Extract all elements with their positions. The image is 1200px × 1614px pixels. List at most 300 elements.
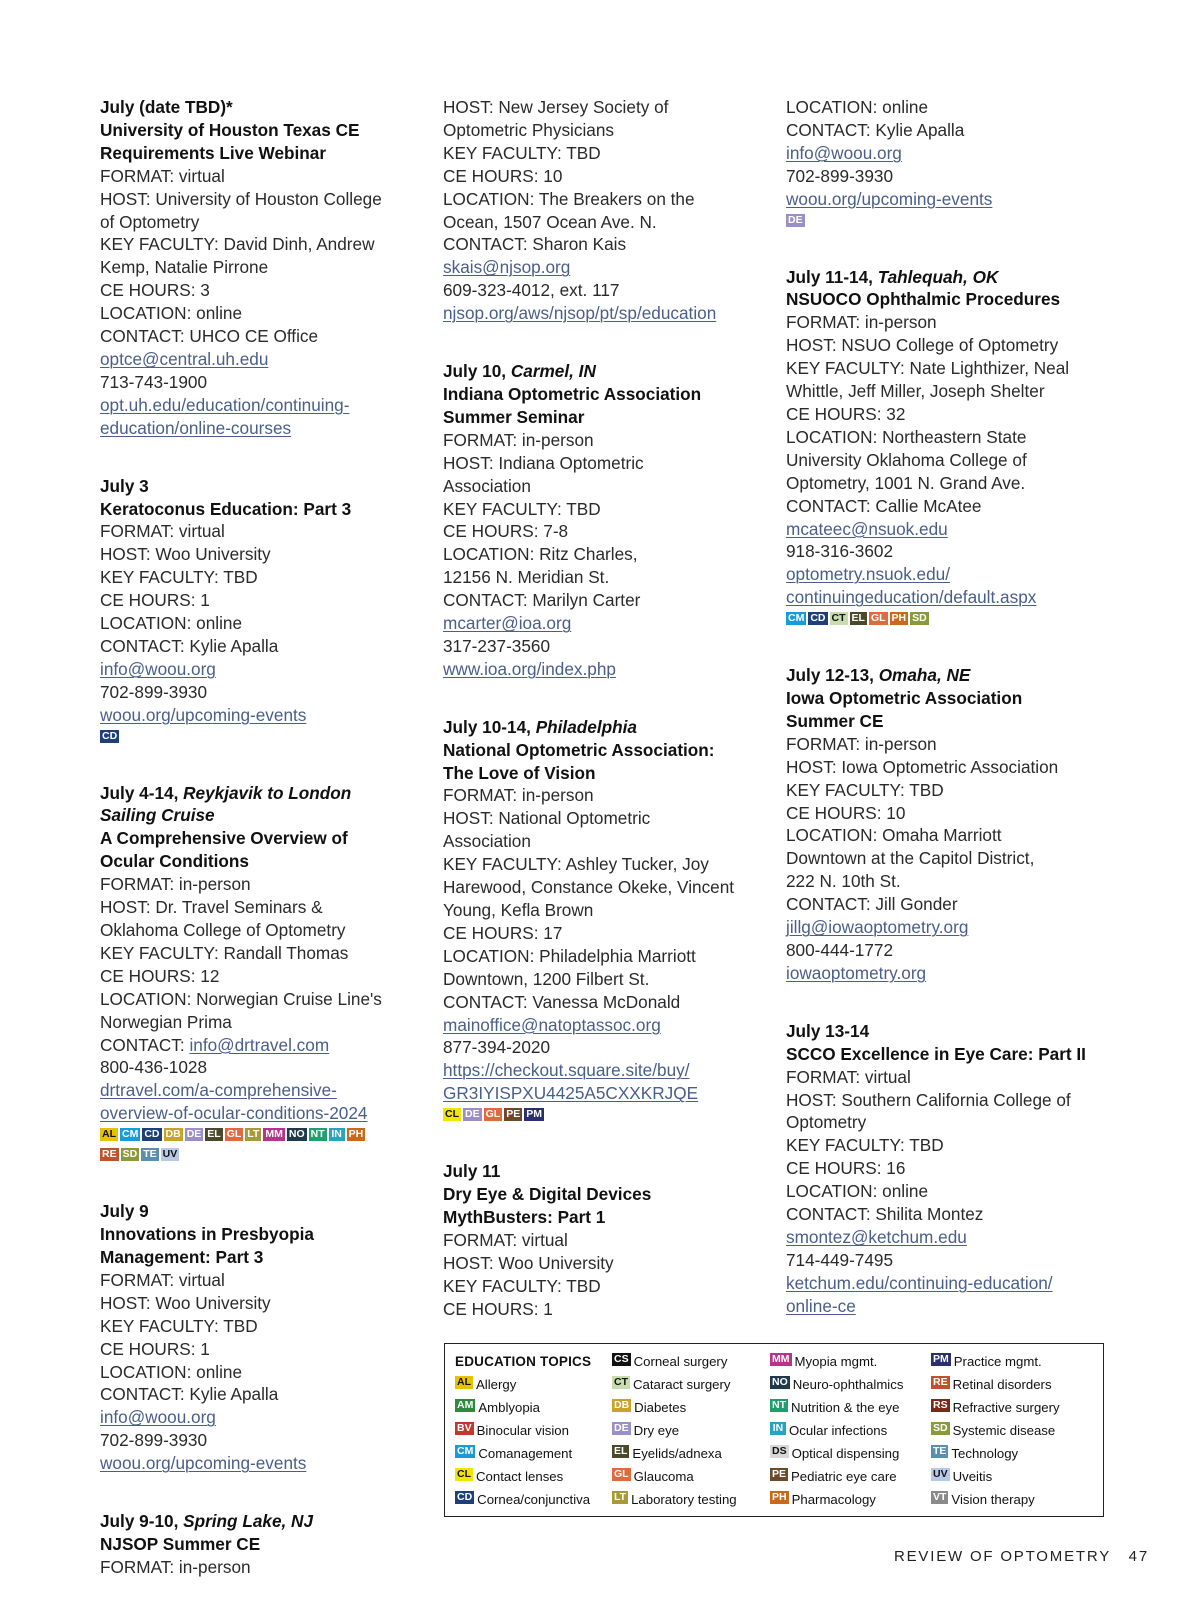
event-line <box>786 357 1131 380</box>
event-line <box>786 334 1131 357</box>
event-line <box>100 543 445 566</box>
event-line <box>100 1315 445 1338</box>
event-text: A Comprehensive Overview of <box>100 828 348 849</box>
event-line <box>786 1157 1131 1180</box>
event-line <box>786 847 1131 870</box>
event-text: LOCATION: online <box>100 303 243 324</box>
topic-badge-in: IN <box>329 1128 345 1141</box>
event-text: CE HOURS: 10 <box>443 165 563 186</box>
event-text: FORMAT: in-person <box>443 785 594 806</box>
event-line <box>786 1203 1131 1226</box>
legend-column <box>931 1353 1060 1514</box>
legend-item <box>931 1376 1060 1399</box>
event-line <box>786 188 1131 211</box>
legend-item <box>455 1399 591 1422</box>
event-line <box>786 870 1131 893</box>
event-line <box>786 824 1131 847</box>
topic-badge-cl: CL <box>445 1108 459 1121</box>
event-text: Association <box>443 475 531 496</box>
event-line <box>786 939 1131 962</box>
topic-badge-ds: DS <box>772 1445 787 1457</box>
topic-badge-re: RE <box>102 1148 117 1161</box>
event-line <box>786 710 1131 733</box>
event-listing <box>100 96 445 440</box>
event-text: CE HOURS: 1 <box>100 1338 210 1359</box>
topic-badge-rs: RS <box>933 1399 948 1411</box>
event-link[interactable]: education/online-courses <box>100 417 292 438</box>
event-text: LOCATION: The Breakers on the <box>443 188 695 209</box>
event-link[interactable]: mainoffice@natoptassoc.org <box>443 1014 661 1035</box>
event-line <box>786 380 1131 403</box>
event-line <box>443 830 788 853</box>
event-line <box>100 589 445 612</box>
event-text: of Optometry <box>100 211 200 232</box>
topic-badge-pm: PM <box>933 1353 949 1365</box>
event-text: CE HOURS: 1 <box>443 1298 553 1319</box>
topic-badge-nt: NT <box>310 1128 325 1141</box>
event-text: FORMAT: virtual <box>100 1269 225 1290</box>
event-link[interactable]: woou.org/upcoming-events <box>100 1453 307 1474</box>
event-line <box>100 119 445 142</box>
event-line <box>100 873 445 896</box>
event-line <box>100 804 445 827</box>
event-line <box>443 1298 788 1321</box>
event-line <box>100 1102 445 1125</box>
event-line <box>443 543 788 566</box>
topic-badges-row <box>100 1128 445 1145</box>
topic-badges <box>100 730 445 747</box>
topic-badge-cs: CS <box>614 1353 629 1365</box>
event-listing <box>443 96 788 325</box>
topic-badge-vt: VT <box>933 1491 947 1503</box>
event-line <box>100 635 445 658</box>
event-line <box>443 165 788 188</box>
event-line <box>786 1295 1131 1318</box>
event-text: 714-449-7495 <box>786 1249 894 1270</box>
event-line <box>100 1200 445 1223</box>
legend-column <box>455 1353 591 1514</box>
event-link[interactable]: online-ce <box>786 1295 856 1316</box>
topic-badges <box>786 214 1131 231</box>
event-text: University Oklahoma College of <box>786 449 1027 470</box>
event-text: CONTACT: Jill Gonder <box>786 894 958 915</box>
event-listing <box>443 716 788 1125</box>
listing-column-1 <box>100 96 445 1614</box>
event-text: FORMAT: in-person <box>100 874 251 895</box>
topic-badge-ct: CT <box>614 1376 628 1388</box>
event-text: July 3 <box>100 475 149 496</box>
event-line <box>100 827 445 850</box>
event-text: July 9 <box>100 1201 149 1222</box>
topic-badge-gl: GL <box>614 1468 629 1480</box>
event-listing <box>786 664 1131 985</box>
topic-badge-te: TE <box>143 1148 157 1161</box>
event-text: CE HOURS: 1 <box>100 590 210 611</box>
event-listing <box>100 475 445 747</box>
event-line <box>100 919 445 942</box>
topic-badge-sd: SD <box>122 1148 138 1161</box>
legend-title: EDUCATION TOPICS <box>455 1354 592 1369</box>
event-line <box>443 991 788 1014</box>
legend-item <box>931 1445 1060 1468</box>
legend-item <box>612 1445 737 1468</box>
topic-badge-nt: NT <box>772 1399 786 1411</box>
event-text: CONTACT: Sharon Kais <box>443 234 627 255</box>
event-line <box>443 876 788 899</box>
topic-badge-gl: GL <box>485 1108 501 1121</box>
legend-label: Myopia mgmt. <box>794 1354 878 1369</box>
event-text: LOCATION: Omaha Marriott <box>786 825 1002 846</box>
topic-badge-in: IN <box>770 1422 786 1435</box>
legend-label: Optical dispensing <box>791 1446 900 1461</box>
topic-badge-gl: GL <box>226 1128 242 1141</box>
event-line <box>786 142 1131 165</box>
legend-label: Technology <box>951 1446 1019 1461</box>
event-link[interactable]: overview-of-ocular-conditions-2024 <box>100 1103 368 1124</box>
event-text: Tahlequah, OK <box>877 266 999 287</box>
event-text: Ocular Conditions <box>100 851 249 872</box>
event-text: FORMAT: virtual <box>100 521 225 542</box>
event-listing <box>443 1160 788 1320</box>
legend-label: Ocular infections <box>789 1423 888 1438</box>
topic-badge-de: DE <box>614 1422 629 1434</box>
legend-item <box>770 1422 903 1445</box>
event-text: July 9-10, <box>100 1511 184 1532</box>
legend-item <box>455 1422 591 1445</box>
topic-badge-cm: CM <box>122 1128 139 1141</box>
event-link[interactable]: ketchum.edu/continuing-education/ <box>786 1272 1053 1293</box>
legend-label: Uveitis <box>952 1469 993 1484</box>
event-link[interactable]: optce@central.uh.edu <box>100 348 269 369</box>
event-line <box>443 279 788 302</box>
event-text: LOCATION: online <box>786 1181 929 1202</box>
event-link[interactable]: drtravel.com/a-comprehensive- <box>100 1080 337 1101</box>
event-text: July (date TBD)* <box>100 97 233 117</box>
event-text: KEY FACULTY: TBD <box>443 142 601 163</box>
event-line <box>443 302 788 325</box>
event-text: Requirements Live Webinar <box>100 142 327 163</box>
event-link[interactable]: info@drtravel.com <box>189 1034 330 1055</box>
event-line <box>100 233 445 256</box>
event-line <box>443 1206 788 1229</box>
event-link[interactable]: woou.org/upcoming-events <box>786 188 993 209</box>
event-link[interactable]: smontez@ketchum.edu <box>786 1226 967 1247</box>
event-text: Norwegian Prima <box>100 1011 232 1032</box>
event-line <box>443 429 788 452</box>
event-text: FORMAT: in-person <box>786 312 937 333</box>
event-line <box>443 1059 788 1082</box>
event-text: CE HOURS: 17 <box>443 922 563 943</box>
topic-badge-re: RE <box>933 1376 948 1388</box>
topic-badge-db: DB <box>614 1399 630 1411</box>
event-text: LOCATION: online <box>100 613 243 634</box>
event-text: CE HOURS: 32 <box>786 403 906 424</box>
event-text: Reykjavik to London <box>183 782 352 803</box>
event-text: 609-323-4012, ext. 117 <box>443 280 620 301</box>
event-text: HOST: Iowa Optometric Association <box>786 756 1059 777</box>
page-footer <box>894 1548 1149 1565</box>
event-line <box>100 658 445 681</box>
event-text: 222 N. 10th St. <box>786 871 901 892</box>
event-line <box>100 211 445 234</box>
event-line <box>786 1272 1131 1295</box>
event-text: HOST: Woo University <box>100 544 271 565</box>
event-line <box>786 962 1131 985</box>
legend-label: Vision therapy <box>951 1492 1035 1507</box>
event-line <box>786 916 1131 939</box>
event-line <box>100 165 445 188</box>
topic-badge-uv: UV <box>162 1148 178 1161</box>
event-line <box>786 1180 1131 1203</box>
event-line <box>786 1249 1131 1272</box>
event-line <box>100 371 445 394</box>
legend-label: Neuro-ophthalmics <box>792 1377 904 1392</box>
event-line <box>786 1089 1131 1112</box>
event-line <box>443 211 788 234</box>
legend-item <box>770 1353 903 1376</box>
event-text: CONTACT: Kylie Apalla <box>100 635 279 656</box>
legend-column <box>612 1353 737 1514</box>
event-link[interactable]: https://checkout.square.site/buy/ <box>443 1060 690 1081</box>
event-line <box>786 426 1131 449</box>
event-line <box>100 1223 445 1246</box>
legend-item <box>455 1468 591 1491</box>
event-text: July 11-14, <box>786 266 878 287</box>
event-line <box>786 472 1131 495</box>
topic-badge-cm: CM <box>457 1445 474 1457</box>
event-line <box>443 498 788 521</box>
event-line <box>100 96 445 119</box>
topic-badges-row <box>786 612 1131 629</box>
event-line <box>443 716 788 739</box>
event-text: KEY FACULTY: David Dinh, Andrew <box>100 234 375 255</box>
event-text: 317-237-3560 <box>443 635 551 656</box>
event-text: July 10-14, <box>443 716 536 737</box>
event-text: FORMAT: virtual <box>443 1229 568 1250</box>
legend-label: Diabetes <box>634 1400 687 1415</box>
legend-label: Systemic disease <box>952 1423 1056 1438</box>
legend-item <box>612 1491 737 1514</box>
legend-label: Laboratory testing <box>631 1492 737 1507</box>
event-text: LOCATION: online <box>100 1361 243 1382</box>
event-line <box>443 807 788 830</box>
legend-item <box>612 1422 737 1445</box>
event-line <box>100 142 445 165</box>
event-line <box>100 302 445 325</box>
event-line <box>100 1533 445 1556</box>
event-line <box>443 1082 788 1105</box>
event-line <box>100 1011 445 1034</box>
event-line <box>786 518 1131 541</box>
legend-item <box>931 1422 1060 1445</box>
topic-badge-de: DE <box>465 1108 480 1121</box>
event-line <box>100 681 445 704</box>
event-line <box>443 256 788 279</box>
event-line <box>786 1020 1131 1043</box>
event-line <box>443 475 788 498</box>
event-text: CONTACT: Kylie Apalla <box>100 1384 279 1405</box>
event-link[interactable]: optometry.nsuok.edu/ <box>786 564 951 585</box>
page-number: 47 <box>1128 1548 1149 1565</box>
legend-item <box>770 1491 903 1514</box>
event-text: CE HOURS: 10 <box>786 802 906 823</box>
event-line <box>100 612 445 635</box>
event-text: KEY FACULTY: Ashley Tucker, Joy <box>443 854 709 875</box>
event-line <box>786 586 1131 609</box>
event-link[interactable]: skais@njsop.org <box>443 257 571 278</box>
topic-badge-pe: PE <box>506 1108 521 1121</box>
event-text: KEY FACULTY: TBD <box>443 498 601 519</box>
event-listing <box>100 1200 445 1475</box>
event-line <box>443 739 788 762</box>
event-line <box>100 896 445 919</box>
event-line <box>443 945 788 968</box>
event-text: July 10, <box>443 361 511 382</box>
event-text: July 11 <box>443 1161 501 1182</box>
event-line <box>443 566 788 589</box>
event-link[interactable]: mcarter@ioa.org <box>443 613 572 634</box>
event-line <box>443 853 788 876</box>
legend-item <box>612 1399 737 1422</box>
event-line <box>443 762 788 785</box>
event-link[interactable]: opt.uh.edu/education/continuing- <box>100 394 350 415</box>
event-line <box>100 988 445 1011</box>
event-line <box>100 942 445 965</box>
topic-badge-db: DB <box>165 1128 181 1141</box>
legend-label: Dry eye <box>633 1423 680 1438</box>
topic-badge-lt: LT <box>247 1128 260 1141</box>
event-text: 877-394-2020 <box>443 1037 551 1058</box>
event-line <box>100 520 445 543</box>
event-text: LOCATION: online <box>786 97 929 117</box>
legend-item <box>931 1399 1060 1422</box>
event-line <box>786 311 1131 334</box>
event-text: KEY FACULTY: TBD <box>100 1315 258 1336</box>
event-line <box>443 1229 788 1252</box>
publication-name: REVIEW OF OPTOMETRY <box>894 1548 1111 1565</box>
event-text: HOST: Southern California College of <box>786 1089 1071 1110</box>
event-line <box>100 1406 445 1429</box>
legend-label: Retinal disorders <box>952 1377 1052 1392</box>
event-line <box>786 893 1131 916</box>
event-line <box>100 256 445 279</box>
event-line <box>443 360 788 383</box>
event-line <box>100 1452 445 1475</box>
event-text: LOCATION: Northeastern State <box>786 426 1027 447</box>
event-listing <box>786 1020 1131 1318</box>
event-link[interactable]: continuingeducation/default.aspx <box>786 587 1037 608</box>
topic-badge-mm: MM <box>265 1128 283 1141</box>
event-link[interactable]: GR3IYISPXU4425A5CXXKRJQE <box>443 1083 699 1104</box>
event-line <box>100 325 445 348</box>
topic-badges-row <box>443 1108 788 1125</box>
event-link[interactable]: jillg@iowaoptometry.org <box>786 917 969 938</box>
event-line <box>786 266 1131 289</box>
topic-badges-row <box>100 730 445 747</box>
event-line <box>100 1246 445 1269</box>
event-text: Sailing Cruise <box>100 805 215 826</box>
legend-item <box>612 1353 737 1376</box>
legend-label: Amblyopia <box>478 1400 540 1415</box>
event-line <box>100 1510 445 1533</box>
event-link[interactable]: mcateec@nsuok.edu <box>786 518 948 539</box>
event-listing <box>100 782 445 1166</box>
event-text: University of Houston Texas CE <box>100 119 360 140</box>
event-line <box>443 658 788 681</box>
event-link[interactable]: www.ioa.org/index.php <box>443 658 616 679</box>
event-line <box>786 540 1131 563</box>
event-line <box>443 188 788 211</box>
event-text: SCCO Excellence in Eye Care: Part II <box>786 1043 1086 1064</box>
event-line <box>786 119 1131 142</box>
legend-label: Cataract surgery <box>633 1377 731 1392</box>
legend-label: Contact lenses <box>476 1469 564 1484</box>
event-line <box>786 563 1131 586</box>
event-text: 702-899-3930 <box>100 1430 208 1451</box>
topic-badge-no: NO <box>772 1376 788 1388</box>
event-line <box>786 1134 1131 1157</box>
event-text: Downtown, 1200 Filbert St. <box>443 968 650 989</box>
event-line <box>786 449 1131 472</box>
event-line <box>786 1066 1131 1089</box>
legend-item <box>931 1491 1060 1514</box>
event-line <box>443 142 788 165</box>
event-text: KEY FACULTY: TBD <box>443 1275 601 1296</box>
event-line <box>786 756 1131 779</box>
event-line <box>443 383 788 406</box>
event-text: HOST: Dr. Travel Seminars & <box>100 897 323 918</box>
event-text: HOST: National Optometric <box>443 808 651 829</box>
topic-badges-row <box>100 1148 445 1165</box>
event-text: FORMAT: in-person <box>786 733 937 754</box>
event-text: Harewood, Constance Okeke, Vincent <box>443 877 735 898</box>
event-text: Optometry, 1001 N. Grand Ave. <box>786 472 1026 493</box>
legend-item <box>770 1399 903 1422</box>
event-link[interactable]: woou.org/upcoming-events <box>100 704 307 725</box>
event-listing <box>100 1510 445 1579</box>
event-text: 800-436-1028 <box>100 1057 208 1078</box>
event-text: CE HOURS: 12 <box>100 965 220 986</box>
event-line <box>443 233 788 256</box>
event-line <box>100 417 445 440</box>
legend-item <box>931 1468 1060 1491</box>
topic-badge-bv: BV <box>457 1422 472 1434</box>
event-link[interactable]: iowaoptometry.org <box>786 962 927 983</box>
event-link[interactable]: info@woou.org <box>786 142 902 163</box>
event-line <box>100 1556 445 1579</box>
event-link[interactable]: info@woou.org <box>100 658 216 679</box>
legend-label: Cornea/conjunctiva <box>477 1492 591 1507</box>
event-text: HOST: Woo University <box>100 1292 271 1313</box>
event-line <box>786 733 1131 756</box>
event-line <box>786 495 1131 518</box>
event-link[interactable]: info@woou.org <box>100 1407 216 1428</box>
event-text: 702-899-3930 <box>786 165 894 186</box>
legend-label: Nutrition & the eye <box>791 1400 900 1415</box>
event-text: HOST: Indiana Optometric <box>443 452 644 473</box>
event-text: Dry Eye & Digital Devices <box>443 1184 652 1205</box>
event-line <box>100 394 445 417</box>
legend-item <box>931 1353 1060 1376</box>
event-text: Oklahoma College of Optometry <box>100 920 346 940</box>
event-line <box>100 1269 445 1292</box>
event-line <box>786 403 1131 426</box>
event-line <box>443 119 788 142</box>
event-line <box>443 612 788 635</box>
event-link[interactable]: njsop.org/aws/njsop/pt/sp/education <box>443 303 717 324</box>
event-line <box>786 165 1131 188</box>
topic-badge-el: EL <box>614 1445 628 1457</box>
